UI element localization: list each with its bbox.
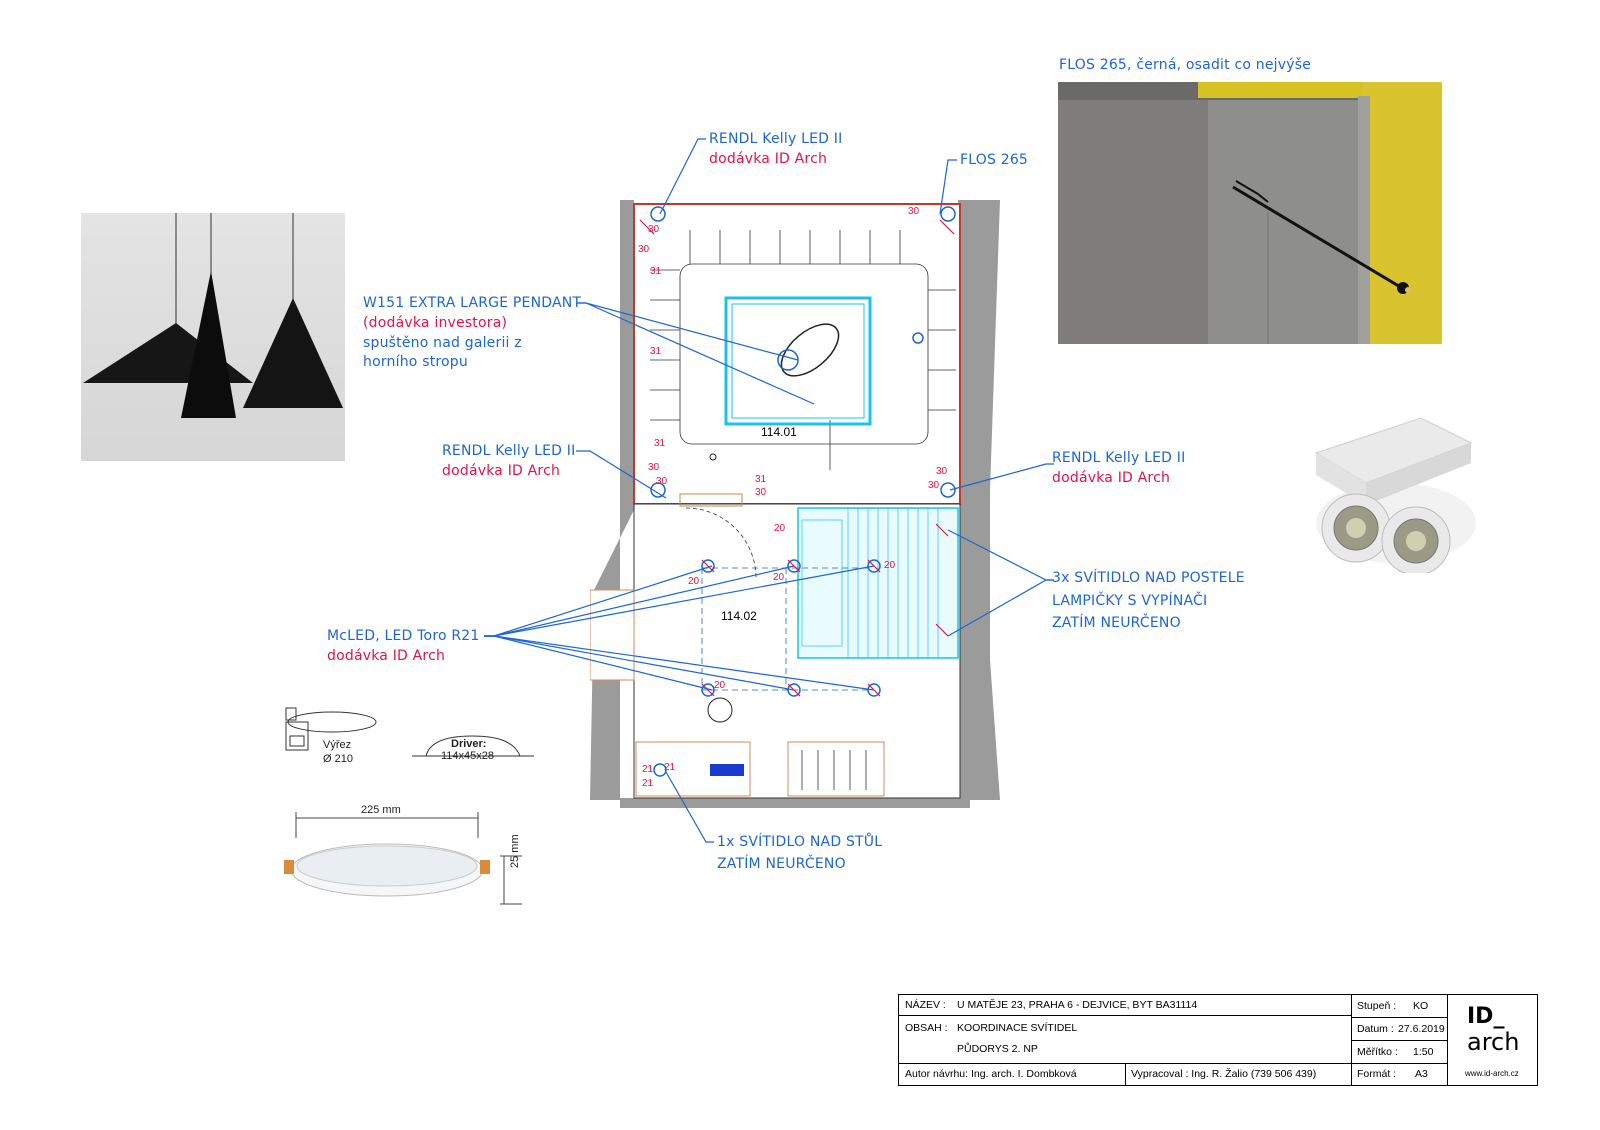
flos-plan-label: FLOS 265 xyxy=(960,152,1029,168)
tb-obsah-label: OBSAH : xyxy=(905,1022,948,1034)
tb-autor: Autor návrhu: Ing. arch. I. Dombková xyxy=(905,1068,1077,1080)
circuit-label: 31 xyxy=(650,346,662,357)
tb-nazev-value: U MATĚJE 23, PRAHA 6 - DEJVICE, BYT BA31114 xyxy=(957,999,1198,1011)
w151-supply: (dodávka investora) xyxy=(363,315,508,331)
circuit-label: 20 xyxy=(714,680,726,691)
circuit-label: 30 xyxy=(936,466,948,477)
circuit-label: 31 xyxy=(650,266,662,277)
cutout-dim: Ø 210 xyxy=(323,753,353,765)
rendl-top-name: RENDL Kelly LED II xyxy=(709,131,843,147)
driver-label: Driver: xyxy=(451,738,487,750)
tb-format-label: Formát : xyxy=(1357,1068,1397,1080)
rendl-right-supply: dodávka ID Arch xyxy=(1052,470,1171,486)
w151-note-1: spuštěno nad galerii z xyxy=(363,335,522,351)
circuit-label: 30 xyxy=(648,224,660,235)
tb-datum-value: 27.6.2019 xyxy=(1398,1023,1445,1035)
circuit-label: 31 xyxy=(755,474,767,485)
tb-vypracoval: Vypracoval : Ing. R. Žalio (739 506 439) xyxy=(1131,1068,1317,1080)
bed-lights-1: 3x SVÍTIDLO NAD POSTELE xyxy=(1052,570,1245,586)
tb-nazev-label: NÁZEV : xyxy=(905,999,946,1011)
logo-line2: arch xyxy=(1467,1028,1520,1056)
website: www.id-arch.cz xyxy=(1465,1069,1519,1078)
room-label-lower: 114.02 xyxy=(721,609,757,623)
circuit-label: 30 xyxy=(638,244,650,255)
tb-obsah-value2: PŮDORYS 2. NP xyxy=(957,1043,1038,1055)
driver-dim: 114x45x28 xyxy=(441,750,495,762)
circuit-label: 21 xyxy=(642,764,654,775)
room-label-upper: 114.01 xyxy=(761,425,797,439)
panel-width: 225 mm xyxy=(361,804,401,816)
circuit-label: 20 xyxy=(688,576,700,587)
desk-light-1: 1x SVÍTIDLO NAD STŮL xyxy=(717,834,883,850)
circuit-label: 21 xyxy=(642,778,654,789)
bed-lights-2: LAMPIČKY S VYPÍNAČI xyxy=(1052,593,1208,609)
circuit-label: 30 xyxy=(928,480,940,491)
bed-lights-3: ZATÍM NEURČENO xyxy=(1052,615,1181,631)
title-block xyxy=(898,994,1538,1086)
circuit-label: 20 xyxy=(773,572,785,583)
panel-detail xyxy=(282,808,542,908)
rendl-left-name: RENDL Kelly LED II xyxy=(442,443,576,459)
rendl-right-name: RENDL Kelly LED II xyxy=(1052,450,1186,466)
circuit-label: 31 xyxy=(654,438,666,449)
circuit-label: 20 xyxy=(774,523,786,534)
tb-meritko-label: Měřítko : xyxy=(1357,1046,1398,1058)
rendl-top-supply: dodávka ID Arch xyxy=(709,151,828,167)
panel-height: 25 mm xyxy=(509,834,521,868)
logo-line1: ID_ xyxy=(1467,1004,1505,1029)
rendl-left-supply: dodávka ID Arch xyxy=(442,463,561,479)
tb-meritko-value: 1:50 xyxy=(1413,1046,1434,1058)
tb-stupen-label: Stupeň : xyxy=(1357,1000,1397,1012)
circuit-label: 30 xyxy=(755,487,767,498)
circuit-label: 20 xyxy=(884,560,896,571)
desk-light-2: ZATÍM NEURČENO xyxy=(717,856,846,872)
tb-obsah-value1: KOORDINACE SVÍTIDEL xyxy=(957,1022,1078,1034)
circuit-label: 30 xyxy=(908,206,920,217)
circuit-label: 21 xyxy=(664,762,676,773)
flos-photo-caption: FLOS 265, černá, osadit co nejvýše xyxy=(1059,57,1312,73)
w151-name: W151 EXTRA LARGE PENDANT xyxy=(363,295,582,311)
mcled-name: McLED, LED Toro R21 xyxy=(327,628,480,644)
tb-stupen-value: KO xyxy=(1413,1000,1429,1012)
cutout-label: Výřez xyxy=(323,739,352,751)
tb-datum-label: Datum : xyxy=(1357,1023,1394,1035)
w151-note-2: horního stropu xyxy=(363,354,468,370)
circuit-label: 30 xyxy=(656,476,668,487)
tb-format-value: A3 xyxy=(1415,1068,1428,1080)
circuit-label: 30 xyxy=(648,462,660,473)
mcled-supply: dodávka ID Arch xyxy=(327,648,446,664)
